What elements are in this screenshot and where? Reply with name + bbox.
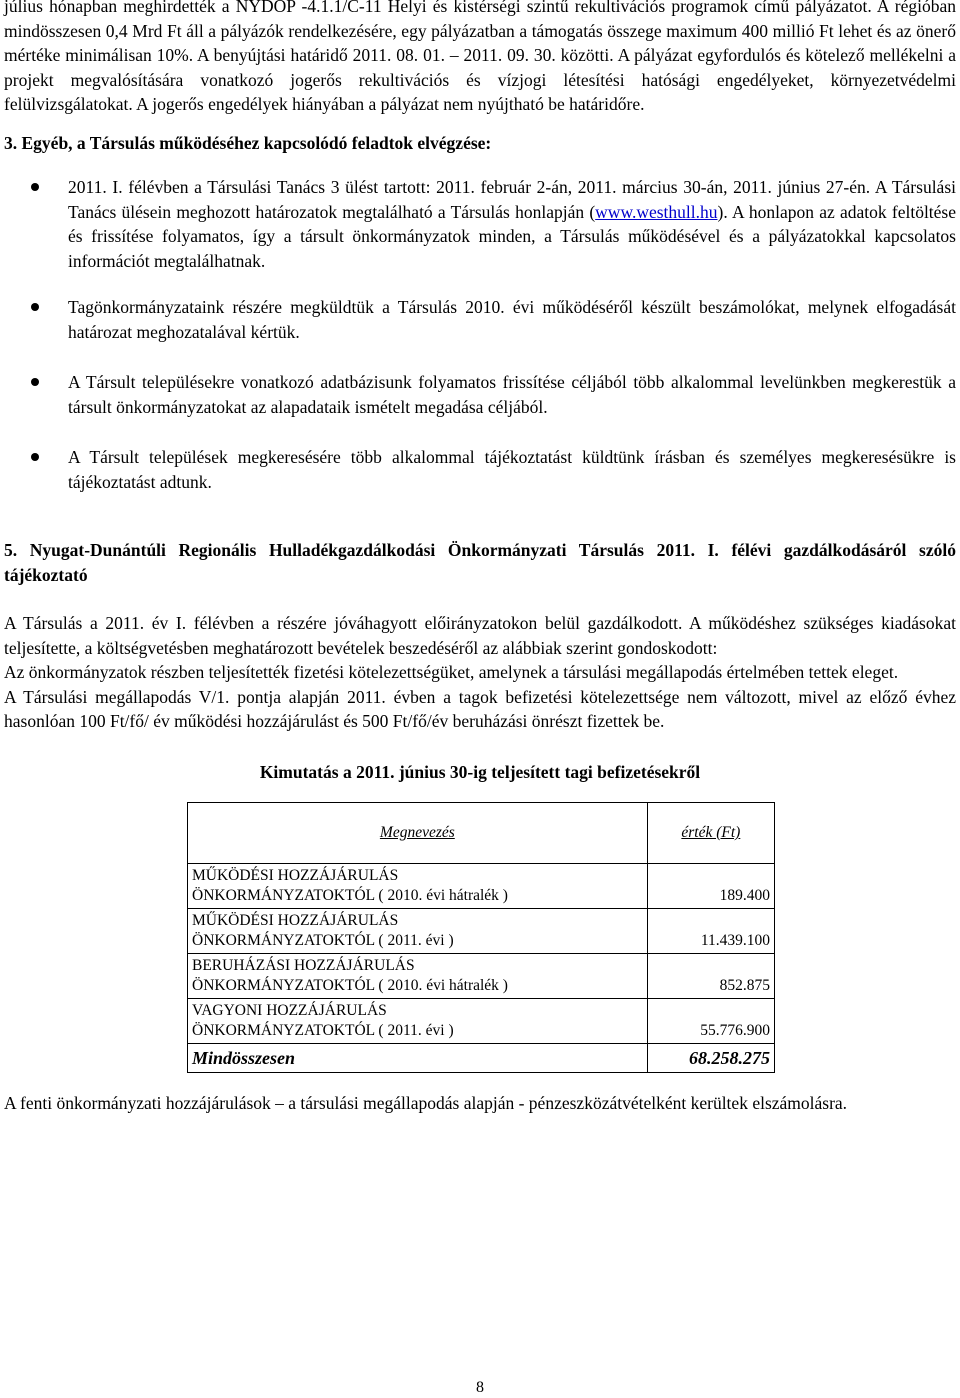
- row-label-line2: ÖNKORMÁNYZATOKTÓL ( 2010. évi hátralék ): [192, 887, 508, 904]
- section-5-paragraph-3: A Társulási megállapodás V/1. pontja alapján 2011. évben a tagok befizetési kötelezettsége nem változott, mivel az előző évhez hasonlóan 100 Ft/fő/ év működési hozzájárulást és 500 Ft/fő/év beruházási önrészt fizettek be.: [4, 686, 956, 731]
- table-header-row: [188, 803, 775, 864]
- bullet-icon: [31, 453, 39, 461]
- row-label-line2: ÖNKORMÁNYZATOKTÓL ( 2010. évi hátralék ): [192, 977, 508, 994]
- list-item: [4, 295, 956, 344]
- bullet-1-text-a: 2011. I. félévben a Társulási Tanács 3 ülést tartott: 2011. február 2-án, 2011. március 30-án, 2011. június 27-én. A Társulási Tanács ülésein meghozott határozatok megtalálható a Társulás honlapján (: [68, 177, 956, 222]
- bullet-2-text: Tagönkormányzataink részére megküldtük a Társulás 2010. évi működéséről készült beszámolókat, melynek elfogadását határozat meghozatalával kértük.: [68, 297, 956, 342]
- bullet-1-text-b: ). A honlapon az adatok feltöltése és frissítése folyamatos, így a társult önkormányzatok minden, a Társulás működésével és a pályázatokkal kapcsolatos információt megtalálhatnak.: [68, 201, 957, 271]
- intro-paragraph: július hónapban meghirdették a NYDOP -4.1.1/C-11 Helyi és kistérségi szintű rekultivációs programok című pályázatot. A régióban mindösszesen 0,4 Mrd Ft áll a pályázók rendelkezésére, egy pályázatban a támogatás összege maximum 400 millió Ft lehet és az önerő mértéke minimálisan 10%. A benyújtási határidő 2011. 08. 01. – 2011. 09. 30. közötti. A pályázat egyfordulós és kötelező mellékelni a projekt megvalósítására vonatkozó jogerős rekultivációs és vízjogi létesítési hatósági engedélyeket, környezetvédelmi felülvizsgálatokat. A jogerős engedélyek hiányában a pályázat nem nyújtható be határidőre.: [4, 0, 956, 114]
- section-5-heading: 5. Nyugat-Dunántúli Regionális Hulladékgazdálkodási Önkormányzati Társulás 2011. I. félévi gazdálkodásáról szóló tájékoztató: [4, 540, 956, 585]
- list-item: [4, 370, 956, 419]
- row-label-line1: VAGYONI HOZZÁJÁRULÁS: [192, 1002, 387, 1019]
- total-label: Mindösszesen: [188, 1044, 648, 1073]
- payments-table: [187, 802, 775, 1073]
- row-label-line2: ÖNKORMÁNYZATOKTÓL ( 2011. évi ): [192, 1022, 454, 1039]
- bullet-4-text: A Társult települések megkeresésére több alkalommal tájékoztatást küldtünk írásban és személyes megkeresésükre is tájékoztatást adtunk.: [68, 447, 956, 492]
- table-row: [188, 999, 775, 1044]
- bullet-icon: [31, 378, 39, 386]
- row-value: 189.400: [647, 864, 774, 909]
- row-label-line2: ÖNKORMÁNYZATOKTÓL ( 2011. évi ): [192, 932, 454, 949]
- list-item: [4, 445, 956, 494]
- header-name: Megnevezés: [188, 803, 648, 864]
- table-row: [188, 909, 775, 954]
- section-5-paragraph-2: Az önkormányzatok részben teljesítették fizetési kötelezettségüket, amelynek a társulási megállapodás értelmében tettek eleget.: [4, 662, 899, 682]
- website-link[interactable]: www.westhull.hu: [595, 201, 718, 222]
- page-number: 8: [476, 1379, 484, 1396]
- section-5-paragraph-1: A Társulás a 2011. év I. félévben a részére jóváhagyott előirányzatokon belül gazdálkodott. A működéshez szükséges kiadásokat teljesítette, a költségvetésben meghatározott bevételek beszedéséről az alábbiak szerint gondoskodott:: [4, 613, 956, 658]
- header-value: érték (Ft): [647, 803, 774, 864]
- table-row: [188, 954, 775, 999]
- row-label-line1: MŰKÖDÉSI HOZZÁJÁRULÁS: [192, 867, 399, 884]
- table-title: Kimutatás a 2011. június 30-ig teljesített tagi befizetésekről: [259, 761, 701, 782]
- row-label-line1: MŰKÖDÉSI HOZZÁJÁRULÁS: [192, 912, 399, 929]
- row-value: 852.875: [647, 954, 774, 999]
- bullet-icon: [31, 183, 39, 191]
- table-row: [188, 864, 775, 909]
- row-label-line1: BERUHÁZÁSI HOZZÁJÁRULÁS: [192, 957, 415, 974]
- table-total-row: [188, 1044, 775, 1073]
- closing-paragraph: A fenti önkormányzati hozzájárulások – a társulási megállapodás alapján - pénzeszközátvételként kerültek elszámolásra.: [4, 1093, 848, 1113]
- document-page: [4, 0, 956, 1116]
- list-item: [4, 175, 956, 273]
- section-3-heading: 3. Egyéb, a Társulás működéséhez kapcsolódó feladtok elvégzése:: [4, 132, 492, 153]
- total-value: 68.258.275: [647, 1044, 774, 1073]
- bullet-icon: [31, 303, 39, 311]
- section-3-bullet-list: [4, 175, 956, 494]
- bullet-3-text: A Társult településekre vonatkozó adatbázisunk folyamatos frissítése céljából több alkalommal levelünkben megkerestük a társult önkormányzatokat az alapadataik ismételt megadása céljából.: [68, 372, 956, 417]
- row-value: 55.776.900: [647, 999, 774, 1044]
- row-value: 11.439.100: [647, 909, 774, 954]
